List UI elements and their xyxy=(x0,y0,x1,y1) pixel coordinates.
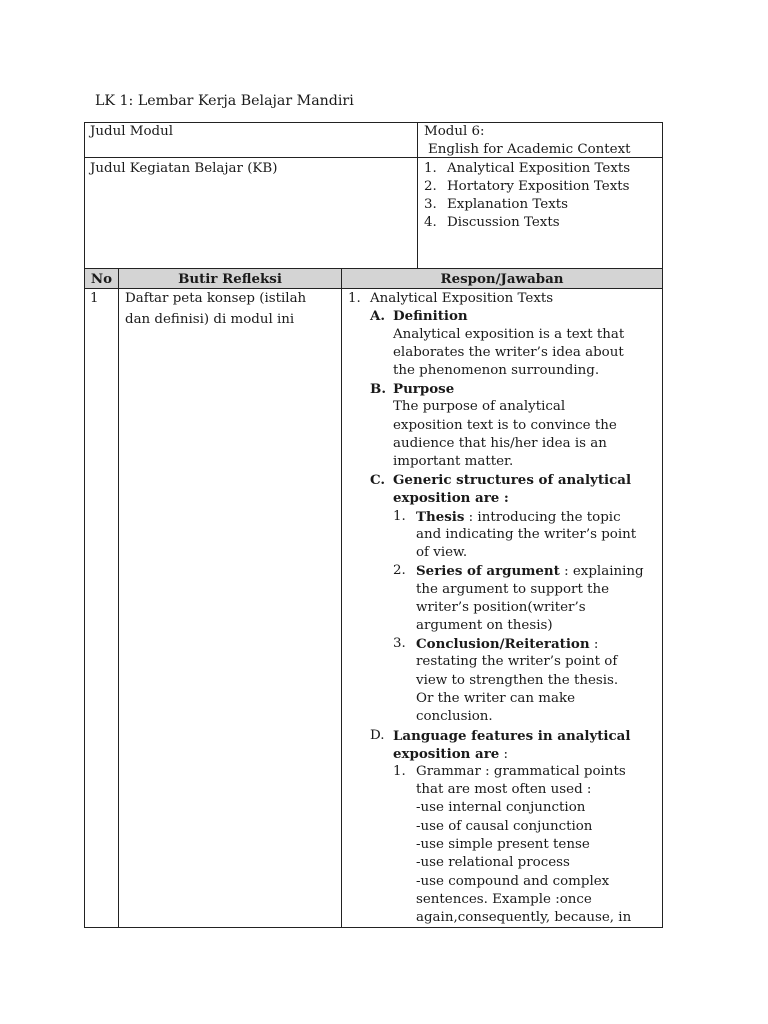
structure-term-rest: : explaining xyxy=(559,564,644,579)
purpose-line: audience that his/her idea is an xyxy=(393,436,607,451)
kb-item-text: Explanation Texts xyxy=(447,197,568,212)
section-b-heading: Purpose xyxy=(393,381,455,397)
structure-line: and indicating the writer’s point xyxy=(416,527,637,542)
feature-line: -use of causal conjunction xyxy=(416,819,593,834)
structure-item-num: 3. xyxy=(393,636,406,651)
feature-item-num: 1. xyxy=(393,764,406,779)
section-a-heading: Definition xyxy=(393,308,468,324)
kb-item-text: Hortatory Exposition Texts xyxy=(447,179,630,194)
section-d-heading-line1: Language features in analytical xyxy=(393,728,631,744)
feature-line: -use internal conjunction xyxy=(416,800,586,815)
row-number: 1 xyxy=(90,291,99,306)
feature-line: again,consequently, because, in xyxy=(416,910,632,925)
kb-item-num: 2. xyxy=(424,179,437,194)
definition-line: elaborates the writer’s idea about xyxy=(393,345,624,360)
col-divider-no xyxy=(118,268,119,927)
structure-line: Or the writer can make xyxy=(416,691,576,706)
structure-term-rest: : introducing the topic xyxy=(464,510,621,525)
structure-term: Conclusion/Reiteration xyxy=(416,636,590,652)
response-section-num: 1. xyxy=(348,291,361,306)
feature-line: -use compound and complex xyxy=(416,874,610,889)
structure-line: view to strengthen the thesis. xyxy=(416,673,619,688)
section-d-heading-colon: : xyxy=(499,747,509,762)
kb-item-num: 4. xyxy=(424,215,437,230)
feature-line: -use relational process xyxy=(416,855,570,870)
structure-term: Series of argument xyxy=(416,563,560,579)
section-d-heading-line2 xyxy=(393,745,508,764)
header-no: No xyxy=(90,271,113,287)
structure-term: Thesis xyxy=(416,509,465,525)
structure-item-num: 2. xyxy=(393,563,406,578)
structure-item-lead xyxy=(416,562,644,581)
kb-label: Judul Kegiatan Belajar (KB) xyxy=(90,161,278,176)
structure-item-lead xyxy=(416,635,598,654)
section-c-heading-line1: Generic structures of analytical xyxy=(393,472,632,488)
modul-value-line1: Modul 6: xyxy=(424,124,485,139)
structure-line: conclusion. xyxy=(416,709,493,724)
header-respon-jawaban: Respon/Jawaban xyxy=(440,271,564,287)
structure-line: argument on thesis) xyxy=(416,618,553,633)
definition-line: Analytical exposition is a text that xyxy=(393,327,625,342)
section-d-heading-bold: exposition are xyxy=(393,746,500,762)
section-c-heading-line2: exposition are : xyxy=(393,490,509,506)
feature-line: -use simple present tense xyxy=(416,837,590,852)
kb-item-num: 1. xyxy=(424,161,437,176)
structure-line: the argument to support the xyxy=(416,582,610,597)
structure-line: restating the writer’s point of xyxy=(416,654,618,669)
purpose-line: The purpose of analytical xyxy=(393,399,566,414)
kb-item-text: Analytical Exposition Texts xyxy=(447,161,631,176)
definition-line: the phenomenon surrounding. xyxy=(393,363,600,378)
structure-line: of view. xyxy=(416,545,468,560)
structure-line: writer’s position(writer’s xyxy=(416,600,586,615)
section-c-letter: C. xyxy=(370,472,386,488)
purpose-line: important matter. xyxy=(393,454,514,469)
structure-item-lead xyxy=(416,508,621,527)
section-b-letter: B. xyxy=(370,381,386,397)
feature-line: that are most often used : xyxy=(416,782,592,797)
feature-line: Grammar : grammatical points xyxy=(416,764,626,779)
response-section-title: Analytical Exposition Texts xyxy=(370,291,554,306)
purpose-line: exposition text is to convince the xyxy=(393,418,617,433)
header-butir-refleksi: Butir Refleksi xyxy=(178,271,282,287)
header-col-divider xyxy=(417,122,418,268)
document-title: LK 1: Lembar Kerja Belajar Mandiri xyxy=(95,93,354,109)
kb-item-num: 3. xyxy=(424,197,437,212)
modul-value-line2: English for Academic Context xyxy=(428,142,631,157)
kb-item-text: Discussion Texts xyxy=(447,215,560,230)
butir-text-line1: Daftar peta konsep (istilah xyxy=(125,291,307,306)
modul-label: Judul Modul xyxy=(90,124,173,139)
feature-line: sentences. Example :once xyxy=(416,892,592,907)
structure-term-rest: : xyxy=(589,637,599,652)
butir-text-line2: dan definisi) di modul ini xyxy=(125,312,295,327)
structure-item-num: 1. xyxy=(393,509,406,524)
col-divider-butir xyxy=(341,268,342,927)
section-a-letter: A. xyxy=(370,308,386,324)
section-d-letter: D. xyxy=(370,728,385,743)
table-header-divider xyxy=(84,288,663,289)
